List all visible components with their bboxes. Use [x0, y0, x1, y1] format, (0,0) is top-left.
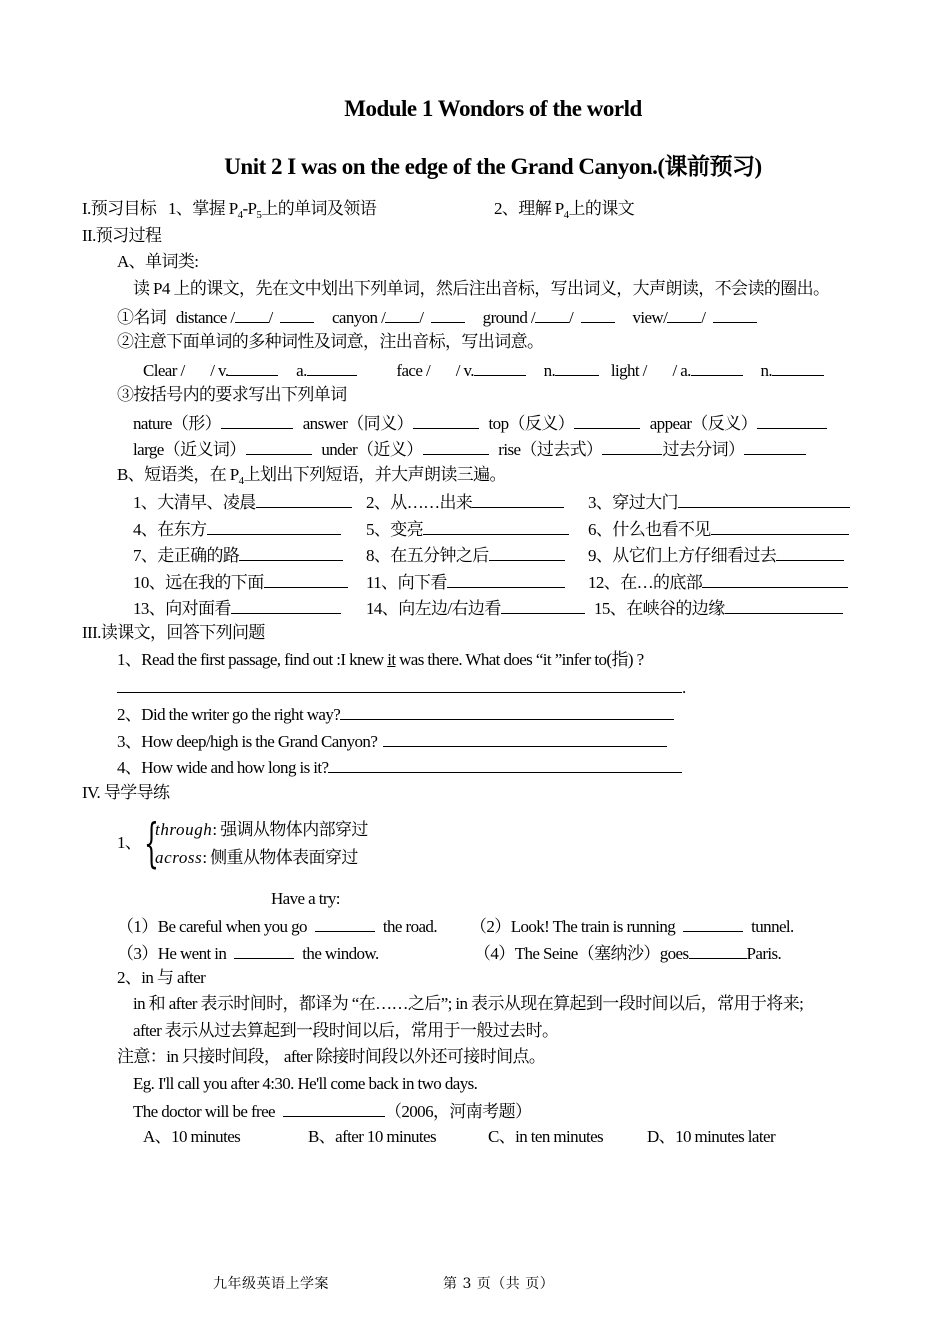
item-1-number: 1、 [117, 833, 142, 852]
note: 注意：in 只接时间段， after 除接时间段以外还可接时间点。 [117, 1047, 546, 1066]
page-number: 第 3 页（共 页） [443, 1276, 555, 1292]
phrase-8: 8、在五分钟之后 [366, 543, 565, 567]
phrase-2: 2、从……出来 [366, 490, 564, 514]
across-definition: across: 侧重从物体表面穿过 [155, 848, 358, 867]
part-a-instruction: 读 P4 上的课文，先在文中划出下列单词，然后注出音标，写出词义，大声朗读，不会读的圈出。 [133, 279, 830, 298]
phrase-15: 15、在峡谷的边缘 [594, 596, 843, 620]
process-label: II.预习过程 [82, 226, 162, 245]
phrase-3: 3、穿过大门 [588, 490, 850, 514]
phrase-12: 12、在…的底部 [588, 570, 848, 594]
phrase-7: 7、走正确的路 [133, 543, 343, 567]
item-2-line-1: in 和 after 表示时间时，都译为 “在……之后”; in 表示从现在算起到一段时间以后，常用于将来; [133, 994, 804, 1013]
module-title: Module 1 Wondors of the world [344, 96, 642, 121]
question-3: 3、How deep/high is the Grand Canyon? [117, 729, 667, 753]
answer-line-1[interactable]: . [117, 675, 686, 699]
option-d: D、10 minutes later [647, 1127, 776, 1146]
item-2-title: 2、in 与 after [117, 968, 206, 987]
item-2-line-2: after 表示从过去算起到一段时间以后，常用于一般过去时。 [133, 1021, 559, 1040]
part-b-label: B、短语类，在 $P_4$上划出下列短语，并大声朗读三遍。 [117, 465, 506, 487]
phrase-9: 9、从它们上方仔细看过去 [588, 543, 844, 567]
req-row-1: nature（形） answer（同义） top（反义） appear（反义） [133, 411, 827, 435]
phrase-13: 13、向对面看 [133, 596, 341, 620]
exercise-4: （4）The Seine（塞纳沙）goes Paris. [474, 941, 781, 965]
goal-2: 2、理解 $P_4$上的课文 [494, 199, 635, 221]
multi-words-line: Clear / / v. a. face / / v. n. light / / a. n. [143, 358, 824, 382]
option-c: C、in ten minutes [488, 1127, 604, 1146]
phrase-1: 1、大清早、凌晨 [133, 490, 352, 514]
option-b: B、after 10 minutes [308, 1127, 437, 1146]
question-4: 4、How wide and how long is it? [117, 755, 682, 779]
exercise-2: （2）Look! The train is running tunnel. [470, 914, 794, 938]
example: Eg. I'll call you after 4:30. He'll come back in two days. [133, 1074, 478, 1093]
have-a-try: Have a try: [271, 889, 340, 908]
multi-label: ②注意下面单词的多种词性及词意，注出音标，写出词意。 [117, 332, 544, 351]
exercise-1: （1）Be careful when you go the road. [117, 914, 437, 938]
through-definition: through: 强调从物体内部穿过 [155, 820, 368, 839]
question-1: 1、Read the first passage, find out :I knew it was there. What does “it ”infer to(指) ? [117, 650, 644, 669]
goals-label: I.预习目标 [82, 199, 157, 218]
phrase-11: 11、向下看 [366, 570, 565, 594]
question-2: 2、Did the writer go the right way? [117, 702, 674, 726]
req-label: ③按括号内的要求写出下列单词 [117, 385, 347, 404]
guide-label: IV. 导学导练 [82, 783, 170, 802]
footer-title: 九年级英语上学案 [213, 1276, 329, 1292]
brace-symbol: { [144, 814, 159, 874]
phrase-14: 14、向左边/右边看 [366, 596, 585, 620]
exercise-3: （3）He went in the window. [117, 941, 379, 965]
phrase-10: 10、远在我的下面 [133, 570, 348, 594]
req-row-2: large（近义词） under（近义） rise（过去式） 过去分词） [133, 437, 806, 461]
phrase-5: 5、变亮 [366, 517, 569, 541]
part-a-label: A、单词类: [117, 252, 199, 271]
unit-title: Unit 2 I was on the edge of the Grand Canyon.(课前预习) [224, 154, 762, 179]
goal-1: 1、掌握 $P_4-P_5$上的单词及领语 [167, 199, 377, 221]
reading-label: III.读课文，回答下列问题 [82, 623, 265, 642]
phrase-6: 6、什么也看不见 [588, 517, 849, 541]
option-a: A、10 minutes [143, 1127, 241, 1146]
doctor-question: The doctor will be free （2006，河南考题） [133, 1099, 531, 1123]
nouns-line: ①名词 distance / / canyon / / ground / / view/ / [117, 305, 757, 329]
goals-line [82, 198, 376, 226]
phrase-4: 4、在东方 [133, 517, 341, 541]
